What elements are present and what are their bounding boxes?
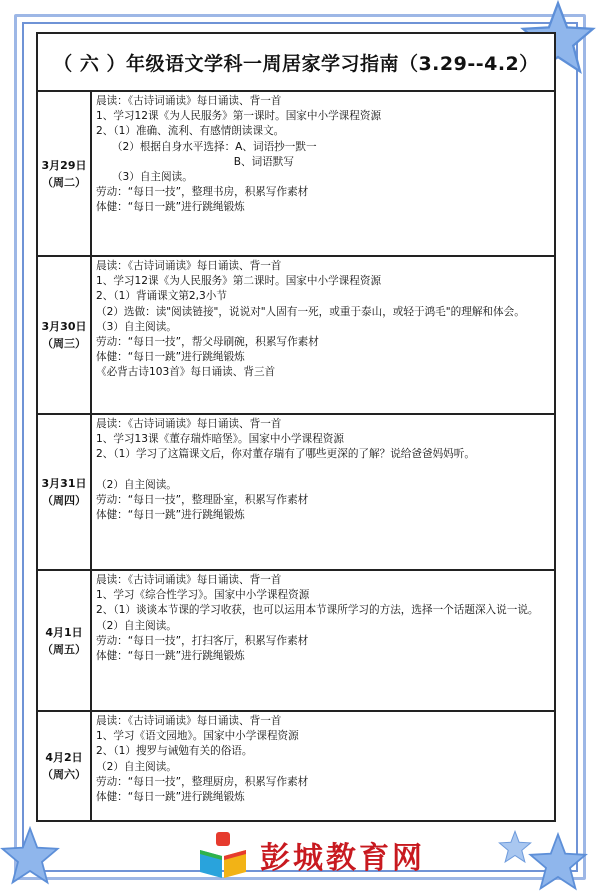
task-line: 体健：“每日一跳”进行跳绳锻炼: [96, 650, 245, 663]
task-line: 劳动：“每日一技”，整理卧室，积累写作素材: [96, 493, 309, 506]
logo-text: 彭城教育网: [260, 841, 425, 876]
day-row: [38, 257, 554, 415]
task-line: 体健：“每日一跳”进行跳绳锻炼: [96, 351, 245, 364]
task-line: 劳动：“每日一技”，打扫客厅，积累写作素材: [96, 634, 309, 647]
date-cell: [38, 712, 92, 820]
day-row: [38, 712, 554, 820]
task-line: （2）根据自身水平选择：A、词语抄一默一: [96, 140, 317, 153]
task-line: 1、学习《综合性学习》。国家中小学课程资源: [96, 589, 310, 602]
task-line: 体健：“每日一跳”进行跳绳锻炼: [96, 509, 245, 522]
task-line: 体健：“每日一跳”进行跳绳锻炼: [96, 201, 245, 214]
task-list: [92, 92, 554, 255]
task-line: 晨读：《古诗词诵读》每日诵读、背一首: [96, 418, 282, 430]
date-label: 3月29日: [41, 158, 87, 172]
task-line: （2）自主阅读。: [96, 760, 177, 773]
date-label: 3月30日: [41, 320, 87, 333]
task-line: 1、学习13课《董存瑞炸暗堡》。国家中小学课程资源: [96, 433, 344, 446]
task-line: 劳动：“每日一技”，整理书房，积累写作素材: [96, 186, 309, 199]
task-list: [92, 415, 554, 569]
book-icon: [196, 830, 250, 880]
date-label: 4月1日: [45, 625, 83, 639]
task-line: 体健：“每日一跳”进行跳绳锻炼: [96, 791, 245, 804]
study-guide-table: [36, 32, 556, 822]
date-label: 4月2日: [45, 751, 83, 764]
task-line: 2、（1）背诵课文第2,3小节: [96, 290, 227, 303]
task-line: 晨读：《古诗词诵读》每日诵读、背一首: [96, 260, 282, 272]
date-label: 3月31日: [41, 477, 87, 490]
day-row: [38, 571, 554, 712]
task-line: （2）选做：读"阅读链接"，说说对"人固有一死，或重于泰山，或轻于鸿毛"的理解和体会。: [96, 305, 525, 318]
task-line: 2、（1）谈谈本节课的学习收获，也可以运用本节课所学习的方法，选择一个话题深入说一说。: [96, 604, 539, 617]
date-cell: [38, 257, 92, 413]
star-icon-bottom-right-small: [498, 830, 532, 864]
task-line-blank: [96, 463, 550, 478]
task-line: 晨读：《古诗词诵读》每日诵读、背一首: [96, 715, 282, 727]
task-line: 1、学习12课《为人民服务》第二课时。国家中小学课程资源: [96, 275, 382, 288]
task-line: 劳动：“每日一技”，整理厨房，积累写作素材: [96, 775, 309, 788]
task-line: （2）自主阅读。: [96, 478, 177, 491]
star-icon-bottom-right: [528, 832, 588, 892]
site-logo[interactable]: [196, 830, 425, 880]
day-row: [38, 92, 554, 257]
task-line: 1、学习《语文园地》。国家中小学课程资源: [96, 730, 299, 743]
weekday-label: （周三）: [42, 337, 86, 350]
task-line: 晨读：《古诗词诵读》每日诵读、背一首: [96, 95, 282, 107]
weekday-label: （周四）: [42, 494, 86, 507]
day-row: [38, 415, 554, 571]
star-icon-bottom-left: [0, 826, 60, 886]
date-cell: [38, 571, 92, 710]
task-line: （3）自主阅读。: [96, 171, 193, 184]
weekday-label: （周六）: [42, 768, 86, 781]
task-list: [92, 257, 554, 413]
task-line: （3）自主阅读。: [96, 320, 177, 333]
task-line: 1、学习12课《为人民服务》第一课时。国家中小学课程资源: [96, 110, 382, 123]
page-title: （ 六 ）年级语文学科一周居家学习指南（3.29--4.2）: [38, 34, 554, 92]
task-line: 2、（1）搜罗与诫勉有关的俗语。: [96, 745, 253, 758]
weekday-label: （周二）: [42, 175, 86, 189]
task-line: 《必背古诗103首》每日诵读、背三首: [96, 366, 276, 379]
task-list: [92, 712, 554, 820]
weekday-label: （周五）: [42, 642, 86, 656]
task-line: 2、（1）学习了这篇课文后，你对董存瑞有了哪些更深的了解？说给爸爸妈妈听。: [96, 448, 475, 461]
task-line: （2）自主阅读。: [96, 619, 177, 632]
task-line: B、词语默写: [96, 155, 294, 168]
task-list: [92, 571, 554, 710]
task-line: 晨读：《古诗词诵读》每日诵读、背一首: [96, 574, 282, 586]
task-line: 2、（1）准确、流利、有感情朗读课文。: [96, 125, 285, 138]
date-cell: [38, 415, 92, 569]
task-line: 劳动：“每日一技”，帮父母刷碗，积累写作素材: [96, 336, 319, 349]
date-cell: [38, 92, 92, 255]
